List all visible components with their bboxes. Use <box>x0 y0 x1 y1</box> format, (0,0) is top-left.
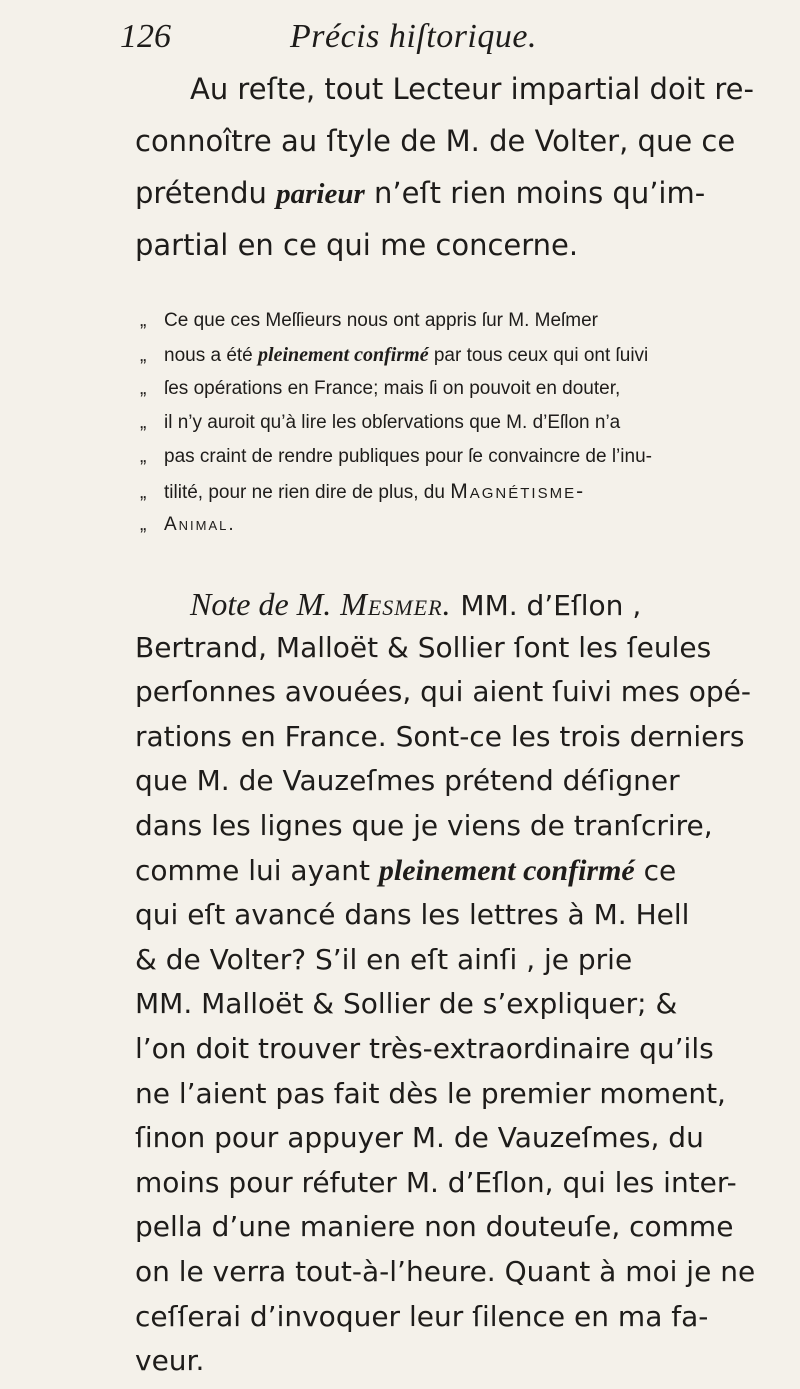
text-line: Bertrand, Malloët & Sollier ſont les ſeules <box>135 630 712 664</box>
text-line: perſonnes avouées, qui aient ſuivi mes opé- <box>135 675 751 709</box>
text-line: qui eſt avancé dans les lettres à M. Hell <box>135 898 690 932</box>
text-line: ne l’aient pas fait dès le premier moment, <box>135 1076 726 1110</box>
quote-line <box>140 446 652 468</box>
text-line: partial en ce qui me concerne. <box>135 228 579 262</box>
note-author: Mesmer. <box>340 586 452 622</box>
text-line: l’on doit trouver très-extraordinaire qu’ils <box>135 1032 714 1065</box>
page-number: 126 <box>120 18 171 55</box>
quote-line <box>140 514 236 536</box>
text-line: que M. de Vauzeſmes prétend déſigner <box>135 764 680 798</box>
text-span: comme lui ayant <box>135 853 379 887</box>
text-line <box>135 854 676 888</box>
text-line: rations en France. Sont-ce les trois derniers <box>135 719 745 753</box>
text-span: ſes opérations en France; mais ſi on pouvoit en douter, <box>164 378 621 399</box>
text-span: il n’y auroit qu’à lire les obſervations que M. d’Eſlon n’a <box>164 412 621 433</box>
text-span: tilité, pour ne rien dire de plus, du <box>164 482 451 503</box>
text-line: & de Volter? S’il en eſt ainſi , je prie <box>135 942 633 976</box>
text-span: MM. d’Eſlon , <box>451 589 642 622</box>
text-line: veur. <box>135 1344 205 1378</box>
quote-mark: „ <box>140 412 147 433</box>
running-title: Précis hiſtorique. <box>290 18 537 55</box>
quote-mark: „ <box>140 310 147 331</box>
text-span: pas craint de rendre publiques pour ſe convaincre de l’inu- <box>164 446 652 467</box>
quote-line <box>140 412 620 434</box>
quote-line <box>140 310 598 332</box>
note-first-line <box>190 586 641 623</box>
text-line <box>135 176 705 211</box>
quote-mark: „ <box>140 514 147 535</box>
text-line: connoître au ſtyle de M. de Volter, que ce <box>135 124 736 158</box>
text-span: par tous ceux qui ont ſuivi <box>428 345 649 366</box>
text-line: dans les lignes que je viens de tranſcrire, <box>135 809 713 842</box>
quote-mark: „ <box>140 446 147 467</box>
quote-line <box>140 344 648 367</box>
text-line: on le verra tout-à-l’heure. Quant à moi je ne <box>135 1255 756 1288</box>
quote-mark: „ <box>140 482 147 503</box>
emphasis-pleinement-confirme: pleinement confirmé <box>258 344 429 366</box>
emphasis-parieur: parieur <box>276 178 365 210</box>
quote-mark: „ <box>140 345 147 366</box>
text-line: Au reſte, tout Lecteur impartial doit re- <box>190 72 754 106</box>
text-span: n’eſt rien moins qu’im- <box>364 176 706 210</box>
quote-mark: „ <box>140 378 147 399</box>
quote-line <box>140 378 620 400</box>
text-span: Ce que ces Meſſieurs nous ont appris ſur M. Meſmer <box>164 310 599 331</box>
text-line: MM. Malloët & Sollier de s’expliquer; & <box>135 987 678 1021</box>
text-span: ce <box>634 853 677 887</box>
small-caps-magnetisme: Magnétisme- <box>450 480 586 503</box>
quote-line <box>140 480 585 504</box>
note-label: Note de M. <box>190 586 332 622</box>
text-line: moins pour réfuter M. d’Eſlon, qui les inter- <box>135 1165 737 1199</box>
text-span: prétendu <box>135 176 277 210</box>
emphasis-pleinement-confirme: pleinement confirmé <box>378 853 635 887</box>
page-header <box>120 18 760 78</box>
text-line: ceſſerai d’invoquer leur ſilence en ma fa- <box>135 1299 709 1333</box>
text-span: nous a été <box>164 345 259 366</box>
text-line: pella d’une maniere non douteuſe, comme <box>135 1210 734 1244</box>
small-caps-animal: Animal. <box>164 514 236 535</box>
text-line: ſinon pour appuyer M. de Vauzeſmes, du <box>135 1121 704 1155</box>
